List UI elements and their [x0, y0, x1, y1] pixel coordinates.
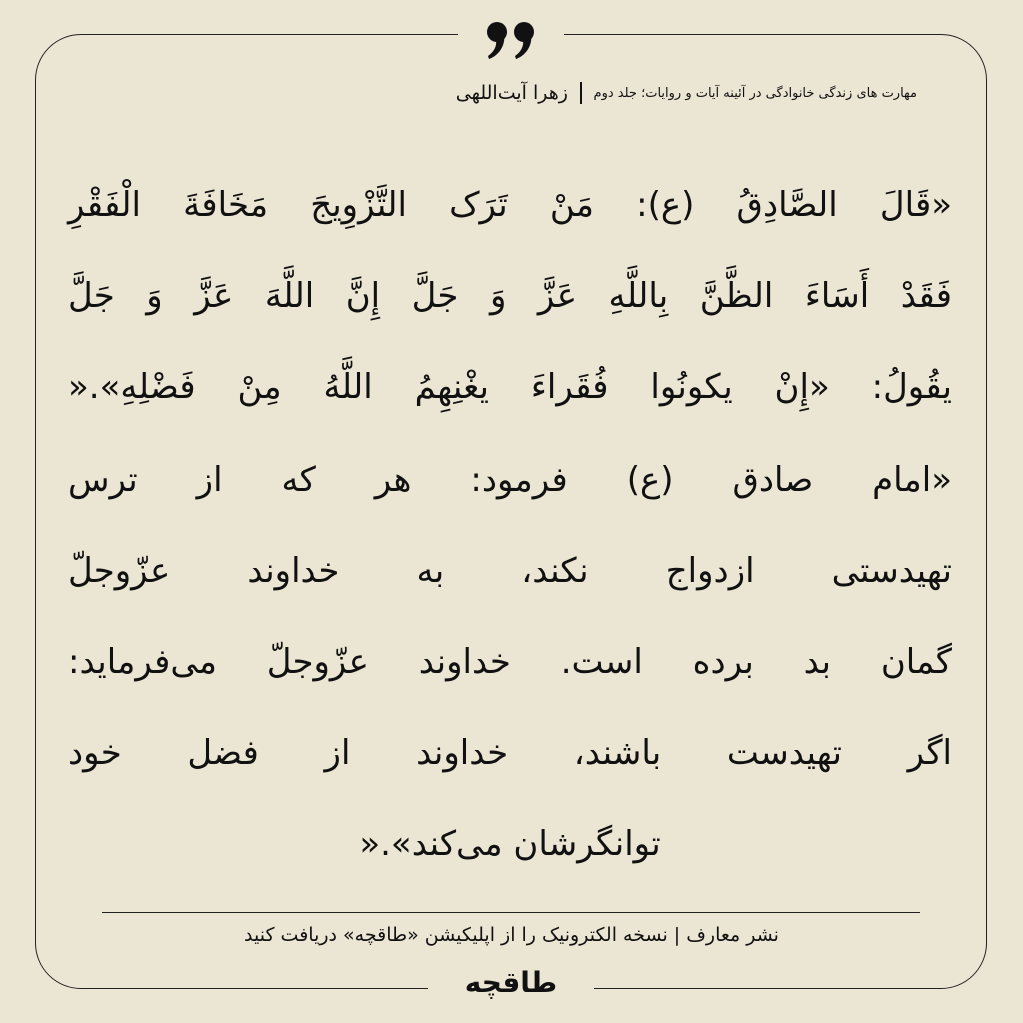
persian-translation: [68, 435, 952, 890]
taaghche-logo: طاقچه: [464, 966, 558, 999]
publisher-footer: نشر معارف | نسخه الکترونیک را از اپلیکیشن «طاقچه» دریافت کنید: [244, 924, 779, 946]
footer-divider: [102, 912, 920, 913]
persian-line: گمان بد برده است. خداوند عزّوجلّ می‌فرماید:: [68, 642, 952, 682]
arabic-hadith: [68, 160, 952, 433]
book-title: مهارت های زندگی خانوادگی در آئینه آیات و روایات؛ جلد دوم: [593, 85, 917, 101]
persian-line: تهیدستی ازدواج نکند، به خداوند عزّوجلّ: [68, 551, 952, 591]
book-header: [456, 82, 917, 104]
closing-quotation-mark-icon: [484, 18, 540, 62]
persian-line: اگر تهیدست باشند، خداوند از فضل خود: [68, 733, 952, 773]
persian-line: توانگرشان می‌کند».«: [359, 824, 661, 864]
author-name: زهرا آیت‌اللهی: [455, 82, 568, 104]
arabic-line: «قَالَ الصَّادِقُ (ع): مَنْ تَرَک التَّزْوِیجَ مَخَافَةَ الْفَقْرِ: [68, 185, 952, 225]
header-separator: [580, 82, 582, 104]
persian-line: «امام صادق (ع) فرمود: هر که از ترس: [68, 460, 952, 500]
arabic-line: یقُولُ: «إِنْ یکونُوا فُقَراءَ یغْنِهِمُ اللَّهُ مِنْ فَضْلِهِ».«: [68, 367, 952, 407]
arabic-line: فَقَدْ أَسَاءَ الظَّنَّ بِاللَّهِ عَزَّ وَ جَلَّ إِنَّ اللَّهَ عَزَّ وَ جَلَّ: [68, 276, 952, 316]
